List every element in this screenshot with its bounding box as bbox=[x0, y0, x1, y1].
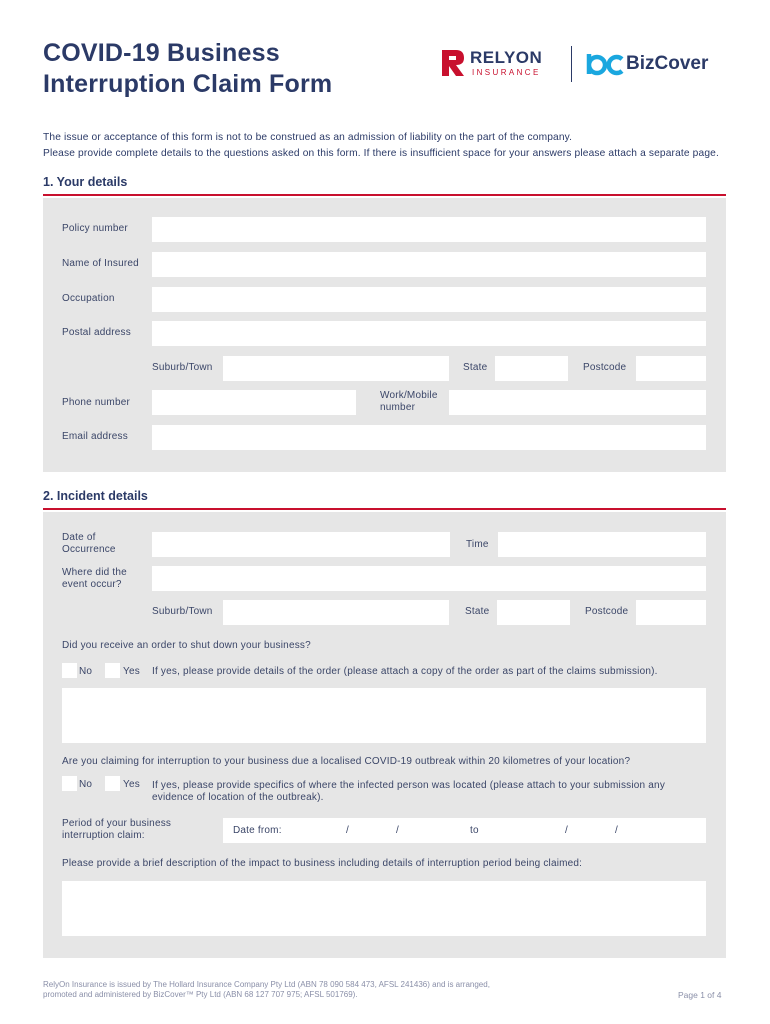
period-label-line-2: interruption claim: bbox=[62, 830, 145, 841]
date-occurrence-label bbox=[62, 532, 116, 556]
outbreak-detail-line-1: If yes, please provide specifics of where the infected person was located (please attach to your submission any bbox=[152, 780, 666, 791]
date-from-label: Date from: bbox=[233, 825, 282, 836]
work-mobile-label-line-2: number bbox=[380, 402, 416, 413]
logos bbox=[440, 44, 730, 84]
incident-state-label: State bbox=[465, 606, 490, 617]
name-insured-label: Name of Insured bbox=[62, 258, 139, 269]
where-field[interactable] bbox=[152, 566, 706, 591]
intro-line-1: The issue or acceptance of this form is not to be construed as an admission of liability on the part of the company. bbox=[43, 132, 573, 143]
work-mobile-label bbox=[380, 390, 438, 414]
date-from-slash-2: / bbox=[396, 825, 399, 836]
incident-suburb-label: Suburb/Town bbox=[152, 606, 213, 617]
footer-disclaimer bbox=[43, 980, 490, 1000]
incident-suburb-field[interactable] bbox=[223, 600, 449, 625]
outbreak-yes-label: Yes bbox=[123, 779, 140, 790]
outbreak-no-checkbox[interactable] bbox=[62, 776, 77, 791]
occupation-field[interactable] bbox=[152, 287, 706, 312]
shutdown-detail-prompt: If yes, please provide details of the order (please attach a copy of the order as part of the claims submission). bbox=[152, 666, 658, 677]
postal-address-field[interactable] bbox=[152, 321, 706, 346]
policy-number-label: Policy number bbox=[62, 223, 128, 234]
work-mobile-label-line-1: Work/Mobile bbox=[380, 390, 438, 401]
impact-field[interactable] bbox=[62, 881, 706, 936]
occupation-label: Occupation bbox=[62, 293, 115, 304]
shutdown-detail-field[interactable] bbox=[62, 688, 706, 743]
time-label: Time bbox=[466, 539, 489, 550]
date-occurrence-label-line-1: Date of bbox=[62, 532, 96, 543]
name-insured-field[interactable] bbox=[152, 252, 706, 277]
period-field[interactable] bbox=[223, 818, 706, 843]
page-title bbox=[43, 38, 332, 100]
section-2-heading: 2. Incident details bbox=[43, 489, 148, 503]
incident-postcode-field[interactable] bbox=[636, 600, 706, 625]
email-field[interactable] bbox=[152, 425, 706, 450]
footer-line-1: RelyOn Insurance is issued by The Hollard Insurance Company Pty Ltd (ABN 78 090 584 473, AFSL 241436) and is arranged, bbox=[43, 980, 490, 989]
postal-address-label: Postal address bbox=[62, 327, 131, 338]
state-label: State bbox=[463, 362, 488, 373]
period-label bbox=[62, 818, 171, 842]
policy-number-field[interactable] bbox=[152, 217, 706, 242]
where-label-line-1: Where did the bbox=[62, 567, 127, 578]
date-to-label: to bbox=[470, 825, 479, 836]
shutdown-question: Did you receive an order to shut down your business? bbox=[62, 640, 311, 651]
shutdown-no-checkbox[interactable] bbox=[62, 663, 77, 678]
postcode-field[interactable] bbox=[636, 356, 706, 381]
title-line-1: COVID-19 Business bbox=[43, 39, 280, 67]
postcode-label: Postcode bbox=[583, 362, 627, 373]
bizcover-logo-icon bbox=[586, 52, 624, 78]
page-number: Page 1 of 4 bbox=[678, 990, 722, 1000]
footer-line-2: promoted and administered by BizCover™ Pty Ltd (ABN 68 127 707 975; AFSL 501769). bbox=[43, 990, 358, 999]
relyon-sub: INSURANCE bbox=[472, 68, 541, 77]
section-2-rule bbox=[43, 508, 726, 510]
period-label-line-1: Period of your business bbox=[62, 818, 172, 829]
date-occurrence-label-line-2: Occurrence bbox=[62, 544, 116, 555]
relyon-brand: RELYON bbox=[470, 48, 543, 67]
suburb-field[interactable] bbox=[223, 356, 449, 381]
date-to-slash-2: / bbox=[615, 825, 618, 836]
bizcover-brand: BizCover bbox=[626, 53, 709, 74]
state-field[interactable] bbox=[495, 356, 568, 381]
outbreak-detail-line-2: evidence of location of the outbreak). bbox=[152, 792, 324, 803]
suburb-label: Suburb/Town bbox=[152, 362, 213, 373]
outbreak-question: Are you claiming for interruption to your business due a localised COVID-19 outbreak within 20 kilometres of your location? bbox=[62, 756, 631, 767]
shutdown-yes-checkbox[interactable] bbox=[105, 663, 120, 678]
shutdown-no-label: No bbox=[79, 666, 93, 677]
email-label: Email address bbox=[62, 431, 128, 442]
outbreak-no-label: No bbox=[79, 779, 93, 790]
impact-prompt: Please provide a brief description of the impact to business including details of interruption period being claimed: bbox=[62, 858, 583, 869]
incident-state-field[interactable] bbox=[497, 600, 570, 625]
work-mobile-field[interactable] bbox=[449, 390, 706, 415]
section-1-heading: 1. Your details bbox=[43, 175, 128, 189]
intro-line-2: Please provide complete details to the questions asked on this form. If there is insufficient space for your answers please attach a separate page. bbox=[43, 148, 719, 159]
logo-divider bbox=[571, 46, 572, 82]
date-to-slash-1: / bbox=[565, 825, 568, 836]
time-field[interactable] bbox=[498, 532, 706, 557]
title-line-2: Interruption Claim Form bbox=[43, 70, 333, 98]
outbreak-detail-prompt bbox=[152, 780, 665, 804]
section-1-rule bbox=[43, 194, 726, 196]
phone-field[interactable] bbox=[152, 390, 356, 415]
incident-postcode-label: Postcode bbox=[585, 606, 629, 617]
where-label-line-2: event occur? bbox=[62, 579, 122, 590]
where-label bbox=[62, 567, 127, 591]
date-occurrence-field[interactable] bbox=[152, 532, 450, 557]
shutdown-yes-label: Yes bbox=[123, 666, 140, 677]
intro-text bbox=[43, 130, 719, 162]
relyon-logo-icon bbox=[440, 48, 466, 78]
date-from-slash-1: / bbox=[346, 825, 349, 836]
phone-label: Phone number bbox=[62, 397, 131, 408]
outbreak-yes-checkbox[interactable] bbox=[105, 776, 120, 791]
